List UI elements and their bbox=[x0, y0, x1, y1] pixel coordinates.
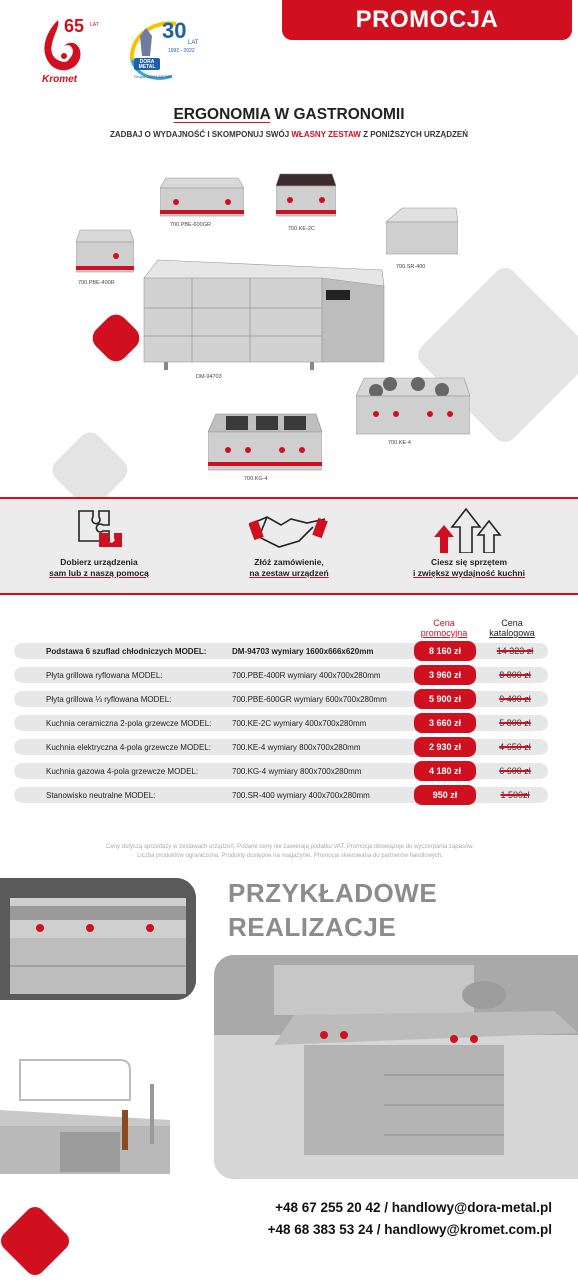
row-name: Płyta grillowa ⅓ ryflowana MODEL: bbox=[46, 695, 172, 704]
row-catalog-price: 8 800 zł bbox=[499, 670, 531, 680]
table-row bbox=[14, 691, 548, 707]
neutral-station-image bbox=[386, 206, 458, 258]
row-promo-price: 3 660 zł bbox=[414, 713, 476, 733]
label-pbe600gr: 700.PBE-600GR bbox=[170, 222, 211, 228]
title-rest: W GASTRONOMII bbox=[270, 106, 405, 123]
label-dm94703: DM-94703 bbox=[196, 374, 222, 380]
label-ke4: 700.KE-4 bbox=[388, 440, 411, 446]
column-header-promo bbox=[412, 618, 476, 638]
disclaimer-line1: Ceny dotyczą sprzedaży w zestawach urządzeń. Podane ceny nie zawierają podatku VAT. Promocja obowiązuje do wyczerpania zapasów. bbox=[106, 844, 474, 850]
row-promo-price: 950 zł bbox=[414, 785, 476, 805]
disclaimer bbox=[40, 843, 540, 861]
promo-banner bbox=[282, 0, 572, 40]
row-catalog-price: 9 400 zł bbox=[499, 694, 531, 704]
feature-order-line2: na zestaw urządzeń bbox=[249, 568, 329, 578]
row-model: DM-94703 wymiary 1600x666x620mm bbox=[232, 647, 374, 656]
row-catalog-price: 14 323 zł bbox=[496, 646, 534, 656]
row-model: 700.KE-4 wymiary 800x700x280mm bbox=[232, 743, 361, 752]
row-catalog-price: 5 800 zł bbox=[499, 718, 531, 728]
row-promo-price: 5 900 zł bbox=[414, 689, 476, 709]
feature-enjoy-line1: Ciesz się sprzętem bbox=[430, 557, 508, 567]
page-subtitle bbox=[0, 130, 578, 139]
col-promo-line1: Cena bbox=[433, 618, 455, 628]
label-kg4: 700.KG-4 bbox=[244, 476, 268, 482]
contact-dora-metal[interactable]: +48 67 255 20 42 / handlowy@dora-metal.pl bbox=[275, 1200, 552, 1215]
col-cat-line1: Cena bbox=[501, 618, 523, 628]
decor-red-diamond bbox=[88, 310, 145, 367]
feature-choose-line2: sam lub z naszą pomocą bbox=[49, 568, 149, 578]
page-title bbox=[0, 106, 578, 124]
feature-enjoy bbox=[384, 507, 554, 579]
realization-photo-1 bbox=[0, 878, 196, 1000]
feature-order bbox=[204, 507, 374, 579]
row-name: Płyta grillowa ryflowana MODEL: bbox=[46, 671, 163, 680]
feature-choose-line1: Dobierz urządzenia bbox=[60, 557, 138, 567]
col-cat-line2: katalogowa bbox=[489, 628, 535, 638]
dora-years-suffix: LAT bbox=[188, 40, 199, 46]
dora-range: 1992 - 2022 bbox=[168, 48, 195, 54]
row-model: 700.SR-400 wymiary 400x700x280mm bbox=[232, 791, 370, 800]
gallery-heading-line2: REALIZACJE bbox=[228, 912, 397, 942]
row-name: Kuchnia gazowa 4-pola grzewcze MODEL: bbox=[46, 767, 199, 776]
row-name: Kuchnia ceramiczna 2-pola grzewcze MODEL: bbox=[46, 719, 212, 728]
row-promo-price: 8 160 zł bbox=[414, 641, 476, 661]
col-promo-line2: promocyjna bbox=[420, 628, 468, 638]
puzzle-icon bbox=[69, 507, 129, 553]
table-row bbox=[14, 763, 548, 779]
contact-kromet[interactable]: +48 68 383 53 24 / handlowy@kromet.com.pl bbox=[267, 1222, 552, 1237]
label-ke2c: 700.KE-2C bbox=[288, 226, 315, 232]
feature-choose bbox=[14, 507, 184, 579]
features-band bbox=[0, 497, 578, 595]
realization-photo-3 bbox=[0, 1050, 180, 1180]
row-model: 700.KG-4 wymiary 800x700x280mm bbox=[232, 767, 362, 776]
row-model: 700.PBE-600GR wymiary 600x700x280mm bbox=[232, 695, 387, 704]
row-catalog-price: 6 600 zł bbox=[499, 766, 531, 776]
griddle-600gr-image bbox=[160, 168, 244, 220]
subtitle-highlight: WŁASNY ZESTAW bbox=[291, 130, 361, 139]
dora-group: Grupa DORA METAL bbox=[134, 74, 172, 79]
kromet-years-suffix: LAT bbox=[90, 22, 99, 28]
realization-photo-2 bbox=[214, 955, 578, 1179]
decor-red-diamond-bottom bbox=[0, 1203, 73, 1279]
growth-arrows-icon bbox=[434, 507, 504, 553]
feature-order-line1: Złóż zamówienie, bbox=[254, 557, 324, 567]
table-row bbox=[14, 739, 548, 755]
table-row bbox=[14, 667, 548, 683]
kromet-years: 65 bbox=[64, 16, 85, 36]
row-name: Stanowisko neutralne MODEL: bbox=[46, 791, 156, 800]
row-promo-price: 2 930 zł bbox=[414, 737, 476, 757]
label-sr400: 700.SR-400 bbox=[396, 264, 426, 270]
row-name: Kuchnia elektryczna 4-pola grzewcze MODEL: bbox=[46, 743, 211, 752]
kromet-logo bbox=[36, 12, 106, 88]
gallery-heading-line1: PRZYKŁADOWE bbox=[228, 878, 438, 908]
row-catalog-price: 4 650 zł bbox=[499, 742, 531, 752]
subtitle-a: ZADBAJ O WYDAJNOŚĆ I SKOMPONUJ SWÓJ bbox=[110, 130, 292, 139]
row-name: Podstawa 6 szuflad chłodniczych MODEL: bbox=[46, 647, 207, 656]
dora-brand: DORA METAL bbox=[138, 59, 156, 70]
promo-label: PROMOCJA bbox=[355, 6, 499, 33]
table-row bbox=[14, 787, 548, 803]
table-row bbox=[14, 715, 548, 731]
title-ergonomia: ERGONOMIA bbox=[173, 106, 271, 123]
handshake-icon bbox=[249, 507, 329, 553]
gallery-heading bbox=[228, 876, 437, 944]
row-model: 700.PBE-400R wymiary 400x700x280mm bbox=[232, 671, 381, 680]
ceramic-cooker-image bbox=[276, 168, 336, 220]
electric-cooker-image bbox=[356, 374, 470, 438]
kromet-brand: Kromet bbox=[42, 74, 78, 85]
chilled-base-image bbox=[140, 256, 386, 372]
subtitle-c: Z PONIŻSZYCH URZĄDZEŃ bbox=[360, 130, 468, 139]
row-catalog-price: 1 500zł bbox=[500, 790, 530, 800]
row-model: 700.KE-2C wymiary 400x700x280mm bbox=[232, 719, 367, 728]
dora-years: 30 bbox=[162, 18, 187, 43]
gas-cooker-image bbox=[208, 410, 322, 474]
row-promo-price: 3 960 zł bbox=[414, 665, 476, 685]
dora-metal-logo bbox=[124, 16, 216, 86]
label-pbe400r: 700.PBE-400R bbox=[78, 280, 115, 286]
feature-enjoy-line2: i zwiększ wydajność kuchni bbox=[413, 568, 525, 578]
column-header-catalog bbox=[480, 618, 544, 638]
table-row bbox=[14, 643, 548, 659]
griddle-400r-image bbox=[76, 226, 134, 276]
disclaimer-line2: Liczba produktów ograniczona. Produkty dostępne na magazynie. Promocja skierowana do partnerów handlowych. bbox=[137, 853, 443, 859]
row-promo-price: 4 180 zł bbox=[414, 761, 476, 781]
